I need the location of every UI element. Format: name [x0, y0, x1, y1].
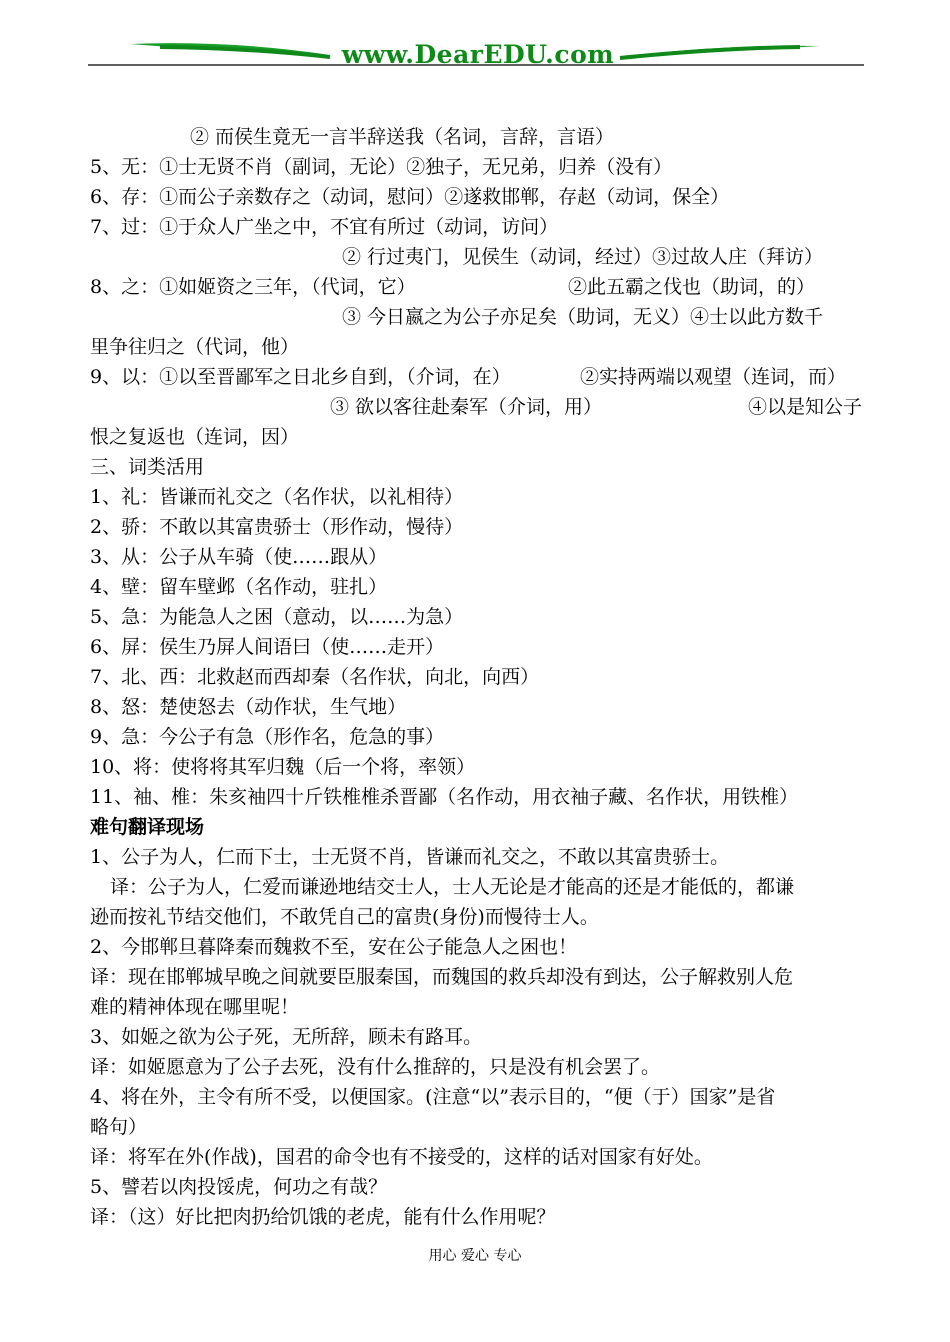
text-line: 译：将军在外(作战)，国君的命令也有不接受的，这样的话对国家有好处。: [90, 1146, 713, 1168]
site-logo-text[interactable]: www.DearEDU.com: [341, 40, 615, 69]
text-line: 1、礼：皆谦而礼交之（名作状，以礼相待）: [90, 486, 464, 508]
page-footer: 用心 爱心 专心: [428, 1248, 522, 1264]
text-line: 6、屏：侯生乃屏人间语曰（使……走开）: [90, 636, 445, 658]
text-line: 译：如姬愿意为了公子去死，没有什么推辞的，只是没有机会罢了。: [90, 1056, 661, 1078]
section-heading: 三、词类活用: [90, 456, 205, 478]
text-line: ③ 今日嬴之为公子亦足矣（助词，无义）④士以此方数千: [342, 306, 824, 328]
text-line: ③ 欲以客往赴秦军（介词，用）: [330, 396, 603, 418]
text-line: 恨之复返也（连词，因）: [90, 426, 300, 448]
text-line: 6、存：①而公子亲数存之（动词，慰问）②遂救邯郸，存赵（动词，保全）: [90, 186, 730, 208]
text-line: 7、北、西：北救赵而西却秦（名作状，向北，向西）: [90, 666, 540, 688]
text-line: 里争往归之（代词，他）: [90, 336, 300, 358]
text-line: 5、无：①士无贤不肖（副词，无论）②独子，无兄弟，归养（没有）: [90, 156, 673, 178]
text-line: 2、骄：不敢以其富贵骄士（形作动，慢待）: [90, 516, 464, 538]
text-line: ②实持两端以观望（连词，而）: [580, 366, 847, 388]
text-line: 10、将：使将将其军归魏（后一个将，率领）: [90, 756, 476, 778]
text-line: 译：公子为人，仁爱而谦逊地结交士人，士人无论是才能高的还是才能低的，都谦: [110, 876, 795, 898]
right-swoosh-stroke: [620, 47, 800, 58]
text-line: 11、袖、椎：朱亥袖四十斤铁椎椎杀晋鄙（名作动，用衣袖子藏、名作状，用铁椎）: [90, 786, 799, 808]
text-line: 2、今邯郸旦暮降秦而魏救不至，安在公子能急人之困也！: [90, 936, 578, 958]
page-header: [0, 0, 950, 70]
text-line: 4、将在外，主令有所不受，以便国家。(注意“以”表示目的，“便（于）国家”是省: [90, 1086, 776, 1108]
text-line: 译：现在邯郸城早晚之间就要臣服秦国，而魏国的救兵却没有到达，公子解救别人危: [90, 966, 794, 988]
text-line: 8、之：①如姬资之三年，（代词，它）: [90, 276, 416, 298]
text-line: 3、如姬之欲为公子死，无所辞，顾未有路耳。: [90, 1026, 483, 1048]
text-line: ② 行过夷门，见侯生（动词，经过）③过故人庄（拜访）: [342, 246, 824, 268]
text-line: 9、急：今公子有急（形作名，危急的事）: [90, 726, 445, 748]
text-line: 8、怒：楚使怒去（动作状，生气地）: [90, 696, 407, 718]
text-line: 译：（这）好比把肉扔给饥饿的老虎，能有什么作用呢？: [90, 1206, 556, 1228]
text-line: 5、急：为能急人之困（意动，以……为急）: [90, 606, 464, 628]
text-line: 4、壁：留车壁邺（名作动，驻扎）: [90, 576, 388, 598]
text-line: 7、过：①于众人广坐之中，不宜有所过（动词，访问）: [90, 216, 559, 238]
section-heading-bold: 难句翻译现场: [90, 816, 205, 838]
text-line: 难的精神体现在哪里呢！: [90, 996, 300, 1018]
text-line: 9、以：①以至晋鄙军之日北乡自到，（介词，在）: [90, 366, 511, 388]
text-line: 5、譬若以肉投馁虎，何功之有哉？: [90, 1176, 388, 1198]
text-line: ②此五霸之伐也（助词，的）: [568, 276, 816, 298]
text-line: 3、从：公子从车骑（使……跟从）: [90, 546, 388, 568]
text-line: 1、公子为人，仁而下士，士无贤不肖，皆谦而礼交之，不敢以其富贵骄士。: [90, 846, 730, 868]
text-line: 略句）: [90, 1116, 148, 1138]
text-line: ④以是知公子: [748, 396, 863, 418]
text-line: 逊而按礼节结交他们，不敢凭自己的富贵(身份)而慢待士人。: [90, 906, 599, 928]
text-line: ② 而侯生竟无一言半辞送我（名词，言辞，言语）: [190, 126, 615, 148]
